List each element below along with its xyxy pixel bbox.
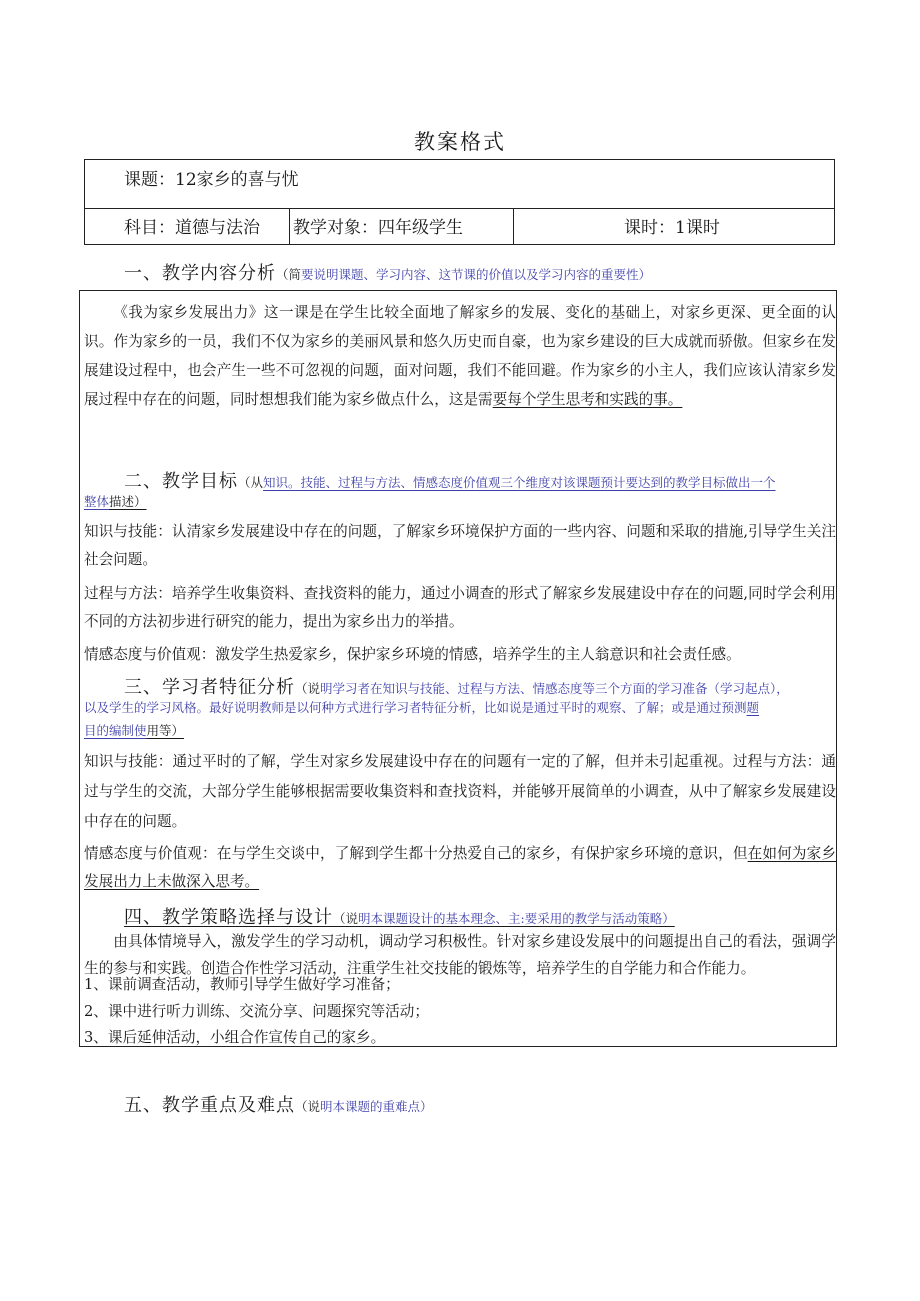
content-box-left [79,290,80,1046]
section-5-note: 明本课题的重难点） [320,1099,433,1114]
lesson-topic: 课题：12家乡的喜与忧 [124,170,299,190]
section-3-note-line2b: 题 [746,700,760,715]
table-border-row2 [84,244,835,245]
table-divider-1 [289,208,290,244]
section-5-note-open: （说 [295,1099,321,1114]
section-1-body-text: 《我为家乡发展出力》这一课是在学生比较全面地了解家乡的发展、变化的基础上，对家乡更深、更全面的认识。作为家乡的一员，我们不仅为家乡的美丽风景和悠久历史而自豪，也为家乡建设的巨大成就而骄傲。但家乡在发展建设过程中，也会产生一些不可忽视的问题，面对问题，我们不能回避。作为家乡的小主人，我们应该认清家乡发展过程中存在的问题，同时想想我们能为家乡做点什么，这是需 [84,304,836,408]
section-2-note-line2a: 整体 [84,494,110,509]
section-4-note: 明本课题设计的基本理念、主:要采用的教学与活动策略） [358,911,675,926]
section-3-emotion [84,840,836,896]
section-2-heading-cont [84,491,147,511]
section-4-note-open: （说 [333,911,359,926]
section-2-knowledge: 知识与技能：认清家乡发展建设中存在的问题，了解家乡环境保护方面的一些内容、问题和采取的措施,引导学生关注社会问题。 [84,523,836,568]
section-3-note-line3b: 用等） [146,723,185,738]
section-2-emotion: 情感态度与价值观：激发学生热爱家乡，保护家乡环境的情感，培养学生的主人翁意识和社会责任感。 [84,646,741,663]
section-3-note-open: （说 [295,681,321,696]
section-5-heading [124,1091,433,1117]
list-item: 1、课前调查活动，教师引导学生做好学习准备； [84,976,400,993]
section-3-heading [124,673,789,699]
section-3-emotion-text: 情感态度与价值观：在与学生交谈中，了解到学生都十分热爱自己的家乡，有保护家乡环境的意识，但 [84,845,748,862]
section-1-heading [124,259,651,285]
section-2-heading [124,467,776,493]
section-2-note-open: （从 [238,475,264,490]
section-2-note-line1: 知识。技能、过程与方法、情感态度价值观三个维度对该课题预计要达到的教学目标做出一个 [263,475,776,490]
section-2-process: 过程与方法：培养学生收集资料、查找资料的能力，通过小调查的形式了解家乡发展建设中存在的问题,同时学会利用不同的方法初步进行研究的能力，提出为家乡出力的举措。 [84,585,836,630]
lesson-hours: 课时：1课时 [624,218,720,238]
section-1-note-open: （简 [276,267,302,282]
table-divider-2 [513,208,514,244]
table-border-right [834,159,835,244]
table-border-top [84,159,835,160]
section-3-emotion-underlined: 在如何为家乡发展出力上未做深入思考。 [84,845,836,890]
content-box-right [836,290,837,1046]
table-border-row1 [84,208,835,209]
list-item: 2、课中进行听力训练、交流分享、问题探究等活动； [84,1003,429,1020]
section-3-heading-line3 [84,720,184,740]
section-2-note-line2b: 描述） [109,494,147,509]
section-1-body-underlined: 要每个学生思考和实践的事。 [492,391,683,408]
list-item: 3、课后延伸活动，小组合作宣传自己的家乡。 [84,1029,386,1046]
lesson-subject: 科目：道德与法治 [124,218,260,238]
section-3-note-line3a: 目的编制使 [84,723,147,738]
section-3-body: 知识与技能：通过平时的了解，学生对家乡发展建设中存在的问题有一定的了解，但并未引起重视。过程与方法：通过与学生的交流，大部分学生能够根据需要收集资料和查找资料，并能够开展简单的小调查，从中了解家乡发展建设中存在的问题。 [84,753,836,830]
section-1-note: 要说明课题、学习内容、这节课的价值以及学习内容的重要性） [301,267,652,282]
section-3-title: 三、学习者特征分析 [124,677,295,698]
section-4-body: 由具体情境导入，激发学生的学习动机，调动学习积极性。针对家乡建设发展中的问题提出自己的看法，强调学生的参与和实践。创造合作性学习活动，注重学生社交技能的锻炼等，培养学生的自学能力和合作能力。 [84,933,836,977]
section-4-heading [124,903,675,929]
content-box-top [79,290,837,291]
table-border-left [84,159,85,244]
document-title: 教案格式 [414,130,506,154]
section-3-note-line1: 明学习者在知识与技能、过程与方法、情感态度等三个方面的学习准备（学习起点）， [320,681,789,696]
section-1-body [84,298,836,414]
section-4-title: 四、教学策略选择与设计 [124,907,333,928]
section-1-title: 一、教学内容分析 [124,263,276,284]
section-3-heading-line2 [84,697,759,717]
section-2-title: 二、教学目标 [124,471,238,492]
lesson-audience: 教学对象：四年级学生 [293,218,463,238]
section-5-title: 五、教学重点及难点 [124,1095,295,1116]
section-3-note-line2a: 以及学生的学习风格。最好说明教师是以何种方式进行学习者特征分析，比如说是通过平时的观察、了解；或是通过预测 [84,700,747,715]
